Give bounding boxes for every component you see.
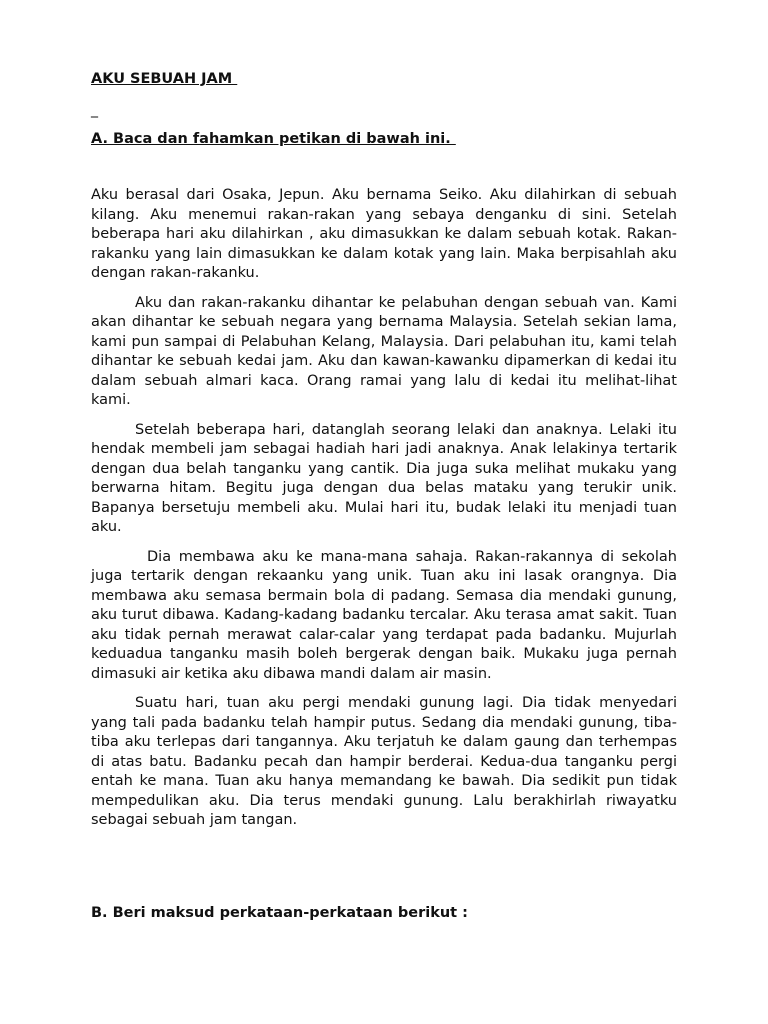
document-body [91,69,677,841]
section-a-heading: A. Baca dan fahamkan petikan di bawah ini. [91,131,456,147]
section-b-heading: B. Beri maksud perkataan-perkataan berikut : [91,905,468,921]
paragraph-1: Aku berasal dari Osaka, Jepun. Aku bernama Seiko. Aku dilahirkan di sebuah kilang. Aku menemui rakan-rakan yang sebaya denganku di sini. Setelah beberapa hari aku dilahirkan , aku dimasukkan ke dalam sebuah kotak. Rakan-rakanku yang lain dimasukkan ke dalam kotak yang lain. Maka berpisahlah aku dengan rakan-rakanku. [91,187,677,281]
paragraph-5: Suatu hari, tuan aku pergi mendaki gunung lagi. Dia tidak menyedari yang tali pada badanku telah hampir putus. Sedang dia mendaki gunung, tiba-tiba aku terlepas dari tangannya. Aku terjatuh ke dalam gaung dan terhempas di atas batu. Badanku pecah dan hampir berderai. Kedua-dua tanganku pergi entah ke mana. Tuan aku hanya memandang ke bawah. Dia sedikit pun tidak mempedulikan aku. Dia terus mendaki gunung. Lalu berakhirlah riwayatku sebagai sebuah jam tangan. [91,695,677,828]
underscore-mark: _ [91,102,98,118]
paragraph-2: Aku dan rakan-rakanku dihantar ke pelabuhan dengan sebuah van. Kami akan dihantar ke sebuah negara yang bernama Malaysia. Setelah sekian lama, kami pun sampai di Pelabuhan Kelang, Malaysia. Dari pelabuhan itu, kami telah dihantar ke sebuah kedai jam. Aku dan kawan-kawanku dipamerkan di kedai itu dalam sebuah almari kaca. Orang ramai yang lalu di kedai itu melihat-lihat kami. [91,294,677,408]
paragraph-4: Dia membawa aku ke mana-mana sahaja. Rakan-rakannya di sekolah juga tertarik dengan rekaanku yang unik. Tuan aku ini lasak orangnya. Dia membawa aku semasa bermain bola di padang. Semasa dia mendaki gunung, aku turut dibawa. Kadang-kadang badanku tercalar. Aku terasa amat sakit. Tuan aku tidak pernah merawat calar-calar yang terdapat pada badanku. Mujurlah keduadua tanganku masih boleh bergerak dengan baik. Mukaku juga pernah dimasuki air ketika aku dibawa mandi dalam air masin. [91,548,677,682]
document-title: AKU SEBUAH JAM [91,71,238,87]
passage [91,186,677,831]
paragraph-3: Setelah beberapa hari, datanglah seorang lelaki dan anaknya. Lelaki itu hendak membeli jam sebagai hadiah hari jadi anaknya. Anak lelakinya tertarik dengan dua belah tanganku yang cantik. Dia juga suka melihat mukaku yang berwarna hitam. Begitu juga dengan dua belas mataku yang terukir unik. Bapanya bersetuju membeli aku. Mulai hari itu, budak lelaki itu menjadi tuan aku. [91,421,677,535]
